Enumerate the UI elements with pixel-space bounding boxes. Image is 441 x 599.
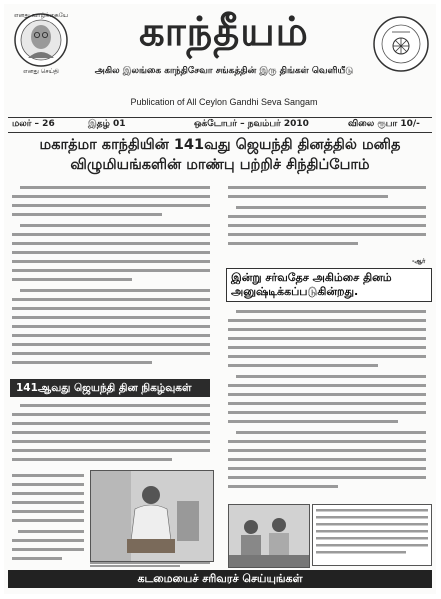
event-photo-caption: [90, 561, 212, 568]
left-logo-bottom-text: எனது செய்தி: [23, 68, 59, 75]
events-side-text: [12, 472, 86, 566]
gandhi-seva-sangam-seal: [372, 10, 430, 84]
volume-label: மலர் – 26: [12, 119, 55, 129]
quote-box: [312, 504, 432, 566]
footer-motto: கடமையைச் சரிவரச் செய்யுங்கள்: [8, 570, 432, 588]
event-photo-elder: [90, 470, 214, 562]
photo-seated-elder: [91, 471, 213, 561]
intro-article-text: [12, 184, 212, 374]
nonviolence-day-text: [228, 308, 428, 496]
article-signature: -ஆர்: [412, 258, 426, 265]
group-photo: [228, 504, 310, 568]
price-label: விலை ரூபா 10/-: [348, 119, 420, 129]
newsletter-page: [4, 4, 436, 594]
jayanthi-events-text: [12, 402, 212, 470]
issue-date: ஒக்டோபர் – நவம்பர் 2010: [194, 119, 309, 129]
headline-line-2: விழுமியங்களின் மாண்பு பற்றிச் சிந்திப்போம்: [70, 157, 370, 173]
photo-group-meeting: [229, 505, 309, 567]
masthead-title: காந்தீயம்: [139, 9, 309, 55]
jayanthi-events-heading: 141ஆவது ஜெயந்தி தின நிகழ்வுகள்: [10, 379, 210, 397]
left-logo-top-text: எனது வாழ்க்கையே: [13, 12, 69, 19]
publication-line: Publication of All Ceylon Gandhi Seva Sangam: [130, 97, 318, 107]
issue-number: இதழ் 01: [88, 119, 126, 129]
quote-box-text: [316, 508, 428, 562]
nonviolence-day-heading: இன்று சர்வதேச அகிம்சை தினம் அனுஷ்டிக்கப்படுகின்றது.: [226, 268, 432, 302]
issue-info-strip: [8, 117, 432, 133]
right-column-article-text: [228, 184, 428, 248]
masthead-tagline: அகில இலங்கை காந்திசேவா சங்கத்தின் இரு திங்கள் வெளியீடு: [94, 66, 354, 76]
main-headline: [8, 137, 432, 177]
headline-line-1: மகாத்மா காந்தியின் 141வது ஜெயந்தி தினத்தில் மனித: [39, 137, 401, 153]
